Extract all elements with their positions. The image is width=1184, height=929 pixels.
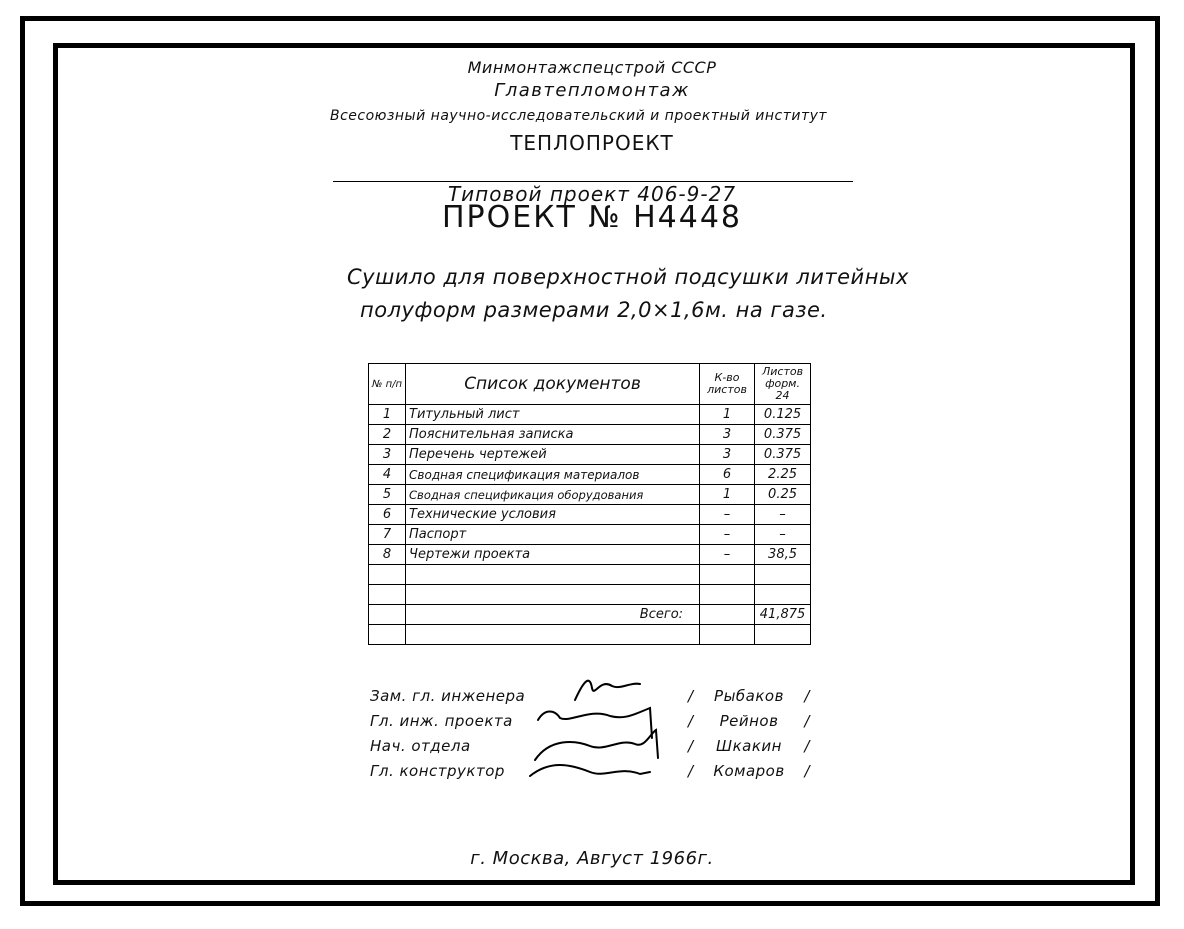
- row-title: Сводная спецификация материалов: [406, 465, 700, 485]
- row-title: Титульный лист: [406, 405, 700, 425]
- row-num: 5: [369, 485, 406, 505]
- table-row: [369, 445, 811, 465]
- table-row: [369, 505, 811, 525]
- signature-name-line: / Рейнов /: [688, 709, 810, 734]
- row-count: –: [700, 525, 755, 545]
- department-line: Главтепломонтаж: [494, 80, 690, 101]
- description-line-2: полуформ размерами 2,0×1,6м. на газе.: [360, 298, 828, 322]
- row-count: 1: [700, 485, 755, 505]
- table-row: [369, 525, 811, 545]
- signature-position: Нач. отдела: [370, 737, 471, 755]
- row-num: 3: [369, 445, 406, 465]
- institute-name: ТЕПЛОПРОЕКТ: [510, 131, 674, 155]
- signature-position: Зам. гл. инженера: [370, 687, 526, 705]
- table-row: [369, 405, 811, 425]
- row-title: Пояснительная записка: [406, 425, 700, 445]
- row-num: 1: [369, 405, 406, 425]
- signature-scribble-2: [538, 708, 652, 738]
- signature-name-line: / Комаров /: [688, 759, 810, 784]
- total-label: Всего:: [406, 605, 700, 625]
- documents-table: [368, 363, 811, 645]
- row-sheets: 38,5: [755, 545, 811, 565]
- table-total-row: [369, 605, 811, 625]
- signature-scribble-1: [575, 681, 640, 700]
- signature-name-line: / Шкакин /: [688, 734, 810, 759]
- row-num: 6: [369, 505, 406, 525]
- table-row-empty: [369, 625, 811, 645]
- handwritten-signatures-image: [520, 668, 680, 788]
- row-sheets: –: [755, 505, 811, 525]
- header-count: К-во листов: [700, 364, 755, 405]
- row-title: Перечень чертежей: [406, 445, 700, 465]
- row-count: 3: [700, 445, 755, 465]
- row-sheets: 0.375: [755, 425, 811, 445]
- row-sheets: –: [755, 525, 811, 545]
- row-title: Технические условия: [406, 505, 700, 525]
- signature-name: Комаров: [713, 762, 785, 780]
- total-value: 41,875: [755, 605, 811, 625]
- table-header-row: [369, 364, 811, 405]
- signature-position: Гл. инж. проекта: [370, 712, 513, 730]
- table-row: [369, 545, 811, 565]
- row-title: Чертежи проекта: [406, 545, 700, 565]
- row-count: 3: [700, 425, 755, 445]
- project-number: ПРОЕКТ № Н4448: [441, 200, 743, 235]
- row-title: Паспорт: [406, 525, 700, 545]
- header-sheets: Листов форм. 24: [755, 364, 811, 405]
- row-sheets: 0.375: [755, 445, 811, 465]
- row-count: 1: [700, 405, 755, 425]
- row-title: Сводная спецификация оборудования: [406, 485, 700, 505]
- signature-positions: [370, 684, 525, 784]
- row-count: 6: [700, 465, 755, 485]
- description-line-1: Сушило для поверхностной подсушки литейных: [347, 265, 909, 289]
- project-type-line: Типовой проект 406-9-27: [447, 182, 737, 206]
- ministry-line: Минмонтажспецстрой СССР: [467, 58, 717, 77]
- signature-name: Рыбаков: [714, 687, 784, 705]
- row-num: 2: [369, 425, 406, 445]
- header-title: Список документов: [406, 364, 700, 405]
- institute-line: Всесоюзный научно-исследовательский и проектный институт: [330, 108, 828, 124]
- signature-name-line: / Рыбаков /: [688, 684, 810, 709]
- header-num: № п/п: [369, 364, 406, 405]
- table-row-empty: [369, 565, 811, 585]
- signature-scribble-4: [530, 765, 650, 776]
- signature-scribble-3: [535, 730, 658, 760]
- row-num: 7: [369, 525, 406, 545]
- row-count: –: [700, 545, 755, 565]
- signature-names: [688, 684, 810, 784]
- table-row: [369, 465, 811, 485]
- table-row: [369, 425, 811, 445]
- row-num: 8: [369, 545, 406, 565]
- row-sheets: 0.25: [755, 485, 811, 505]
- row-sheets: 0.125: [755, 405, 811, 425]
- row-count: –: [700, 505, 755, 525]
- signature-name: Шкакин: [716, 737, 782, 755]
- signature-position: Гл. конструктор: [370, 762, 505, 780]
- footer-place-date: г. Москва, Август 1966г.: [470, 848, 714, 869]
- row-sheets: 2.25: [755, 465, 811, 485]
- table-row: [369, 485, 811, 505]
- signature-name: Рейнов: [719, 712, 779, 730]
- row-num: 4: [369, 465, 406, 485]
- table-row-empty: [369, 585, 811, 605]
